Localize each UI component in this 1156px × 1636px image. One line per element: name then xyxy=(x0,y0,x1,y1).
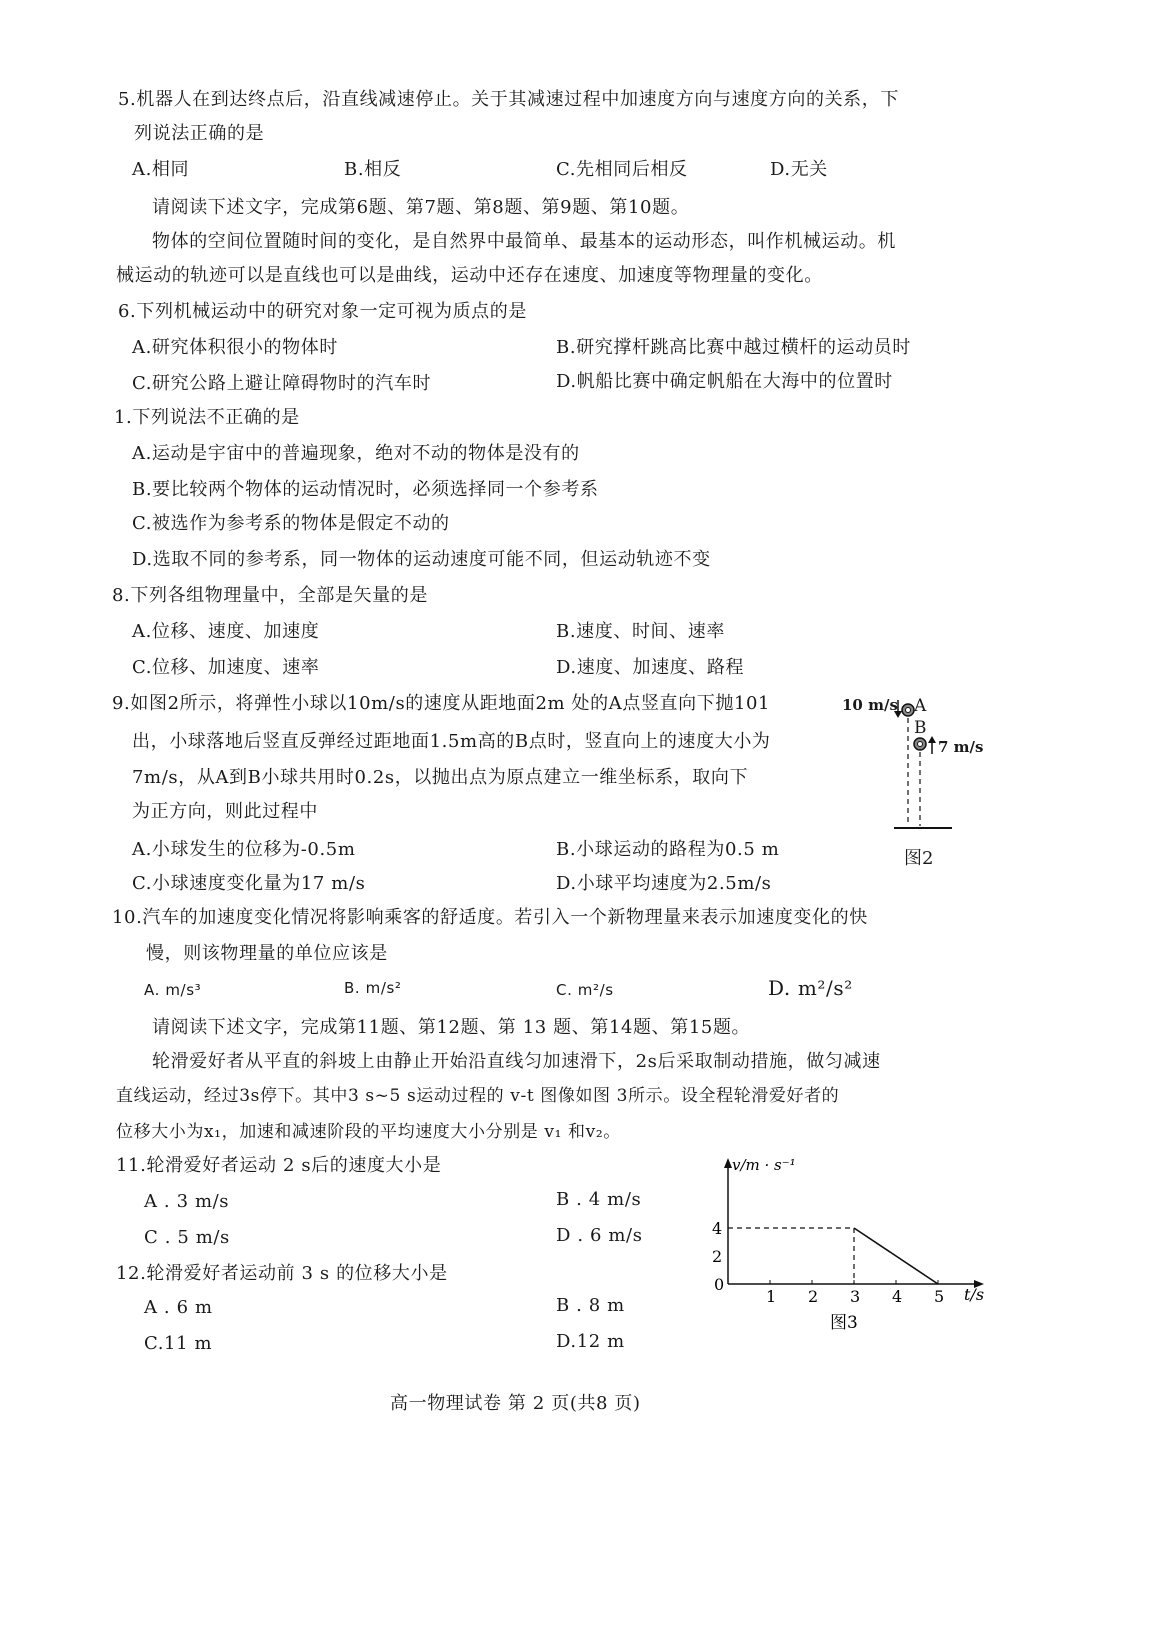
figure-3-vt-graph xyxy=(700,1150,990,1340)
q11-option-a: A . 3 m/s xyxy=(144,1191,230,1212)
passage-2-line3: 位移大小为x₁，加速和减速阶段的平均速度大小分别是 v₁ 和v₂。 xyxy=(116,1122,621,1142)
q10-option-c: C. m²/s xyxy=(556,981,614,999)
q7-option-d: D.选取不同的参考系，同一物体的运动速度可能不同，但运动轨迹不变 xyxy=(132,549,711,570)
q8-option-d: D.速度、加速度、路程 xyxy=(556,657,745,678)
q10-stem-line2: 慢，则该物理量的单位应该是 xyxy=(146,943,388,964)
q7-option-c: C.被选作为参考系的物体是假定不动的 xyxy=(132,513,450,534)
q11-option-d: D . 6 m/s xyxy=(556,1225,643,1246)
reading-instruction-1: 请阅读下述文字，完成第6题、第7题、第8题、第9题、第10题。 xyxy=(152,197,690,218)
passage-1-line1: 物体的空间位置随时间的变化，是自然界中最简单、最基本的运动形态，叫作机械运动。机 xyxy=(152,231,896,252)
fig2-rebound-velocity: 7 m/s xyxy=(938,738,984,756)
vt-line xyxy=(854,1228,938,1284)
q9-option-b: B.小球运动的路程为0.5 m xyxy=(556,839,780,860)
passage-2-line1: 轮滑爱好者从平直的斜坡上由静止开始沿直线匀加速滑下，2s后采取制动措施，做匀减速 xyxy=(152,1051,881,1072)
q9-option-d: D.小球平均速度为2.5m/s xyxy=(556,873,772,894)
x-axis-label: t/s xyxy=(964,1285,985,1304)
q9-stem-line2: 出，小球落地后竖直反弹经过距地面1.5m高的B点时，竖直向上的速度大小为 xyxy=(132,731,771,752)
x-tick-label: 1 xyxy=(766,1287,777,1306)
y-axis-arrow-icon xyxy=(724,1158,732,1168)
passage-1-line2: 械运动的轨迹可以是直线也可以是曲线，运动中还存在速度、加速度等物理量的变化。 xyxy=(116,265,823,286)
q7-stem: 1.下列说法不正确的是 xyxy=(114,407,300,428)
y-axis-label: v/m · s⁻¹ xyxy=(732,1156,796,1174)
q5-option-c: C.先相同后相反 xyxy=(556,159,688,180)
x-tick-label: 5 xyxy=(934,1287,945,1306)
q6-option-a: A.研究体积很小的物体时 xyxy=(132,337,338,358)
q6-option-c: C.研究公路上避让障碍物时的汽车时 xyxy=(132,373,432,394)
q9-stem-line4: 为正方向，则此过程中 xyxy=(132,801,318,822)
q12-option-b: B . 8 m xyxy=(556,1295,625,1316)
q6-option-d: D.帆船比赛中确定帆船在大海中的位置时 xyxy=(556,371,893,392)
q5-option-a: A.相同 xyxy=(132,159,190,180)
passage-2-line2: 直线运动，经过3s停下。其中3 s~5 s运动过程的 v-t 图像如图 3所示。设全程轮滑爱好者的 xyxy=(116,1086,840,1106)
q5-stem-line1: 5.机器人在到达终点后，沿直线减速停止。关于其减速过程中加速度方向与速度方向的关系，下 xyxy=(118,89,899,110)
q10-option-b: B. m/s² xyxy=(344,979,402,997)
fig3-caption: 图3 xyxy=(830,1313,858,1333)
q12-option-c: C.11 m xyxy=(144,1333,213,1354)
origin-label: 0 xyxy=(714,1275,725,1294)
fig2-initial-velocity: 10 m/s xyxy=(842,696,898,714)
x-tick-label: 3 xyxy=(850,1287,861,1306)
page-footer: 高一物理试卷 第 2 页(共8 页) xyxy=(390,1393,641,1414)
x-tick-label: 4 xyxy=(892,1287,903,1306)
q8-option-c: C.位移、加速度、速率 xyxy=(132,657,320,678)
q12-option-d: D.12 m xyxy=(556,1331,625,1352)
q8-option-b: B.速度、时间、速率 xyxy=(556,621,725,642)
q5-stem-line2: 列说法正确的是 xyxy=(134,123,265,144)
q10-option-a: A. m/s³ xyxy=(144,981,202,999)
fig2-caption: 图2 xyxy=(904,848,934,869)
reading-instruction-2: 请阅读下述文字，完成第11题、第12题、第 13 题、第14题、第15题。 xyxy=(152,1017,751,1038)
q6-stem: 6.下列机械运动中的研究对象一定可视为质点的是 xyxy=(118,301,527,322)
q9-stem-line3: 7m/s，从A到B小球共用时0.2s，以抛出点为原点建立一维坐标系，取向下 xyxy=(132,767,749,788)
q11-option-b: B . 4 m/s xyxy=(556,1189,642,1210)
q7-option-a: A.运动是宇宙中的普遍现象，绝对不动的物体是没有的 xyxy=(132,443,580,464)
q10-stem-line1: 10.汽车的加速度变化情况将影响乘客的舒适度。若引入一个新物理量来表示加速度变化的快 xyxy=(112,907,868,928)
q12-stem: 12.轮滑爱好者运动前 3 s 的位移大小是 xyxy=(116,1263,448,1284)
fig2-label-b: B xyxy=(914,718,927,738)
q8-option-a: A.位移、速度、加速度 xyxy=(132,621,320,642)
q7-option-b: B.要比较两个物体的运动情况时，必须选择同一个参考系 xyxy=(132,479,599,500)
q11-option-c: C . 5 m/s xyxy=(144,1227,230,1248)
q6-option-b: B.研究撑杆跳高比赛中越过横杆的运动员时 xyxy=(556,337,911,358)
x-tick-label: 2 xyxy=(808,1287,819,1306)
q11-stem: 11.轮滑爱好者运动 2 s后的速度大小是 xyxy=(116,1155,442,1176)
q12-option-a: A . 6 m xyxy=(144,1297,213,1318)
q9-option-a: A.小球发生的位移为-0.5m xyxy=(132,839,356,860)
q8-stem: 8.下列各组物理量中，全部是矢量的是 xyxy=(112,585,428,606)
figure-2-diagram xyxy=(840,694,990,844)
q5-option-b: B.相反 xyxy=(344,159,402,180)
q10-option-d: D. m²/s² xyxy=(768,976,853,1000)
fig2-label-a: A xyxy=(914,696,927,716)
y-tick-label: 4 xyxy=(712,1219,723,1238)
y-tick-label: 2 xyxy=(712,1247,723,1266)
q9-option-c: C.小球速度变化量为17 m/s xyxy=(132,873,366,894)
q5-option-d: D.无关 xyxy=(770,159,828,180)
q9-stem-line1: 9.如图2所示，将弹性小球以10m/s的速度从距地面2m 处的A点竖直向下抛101 xyxy=(112,693,771,714)
